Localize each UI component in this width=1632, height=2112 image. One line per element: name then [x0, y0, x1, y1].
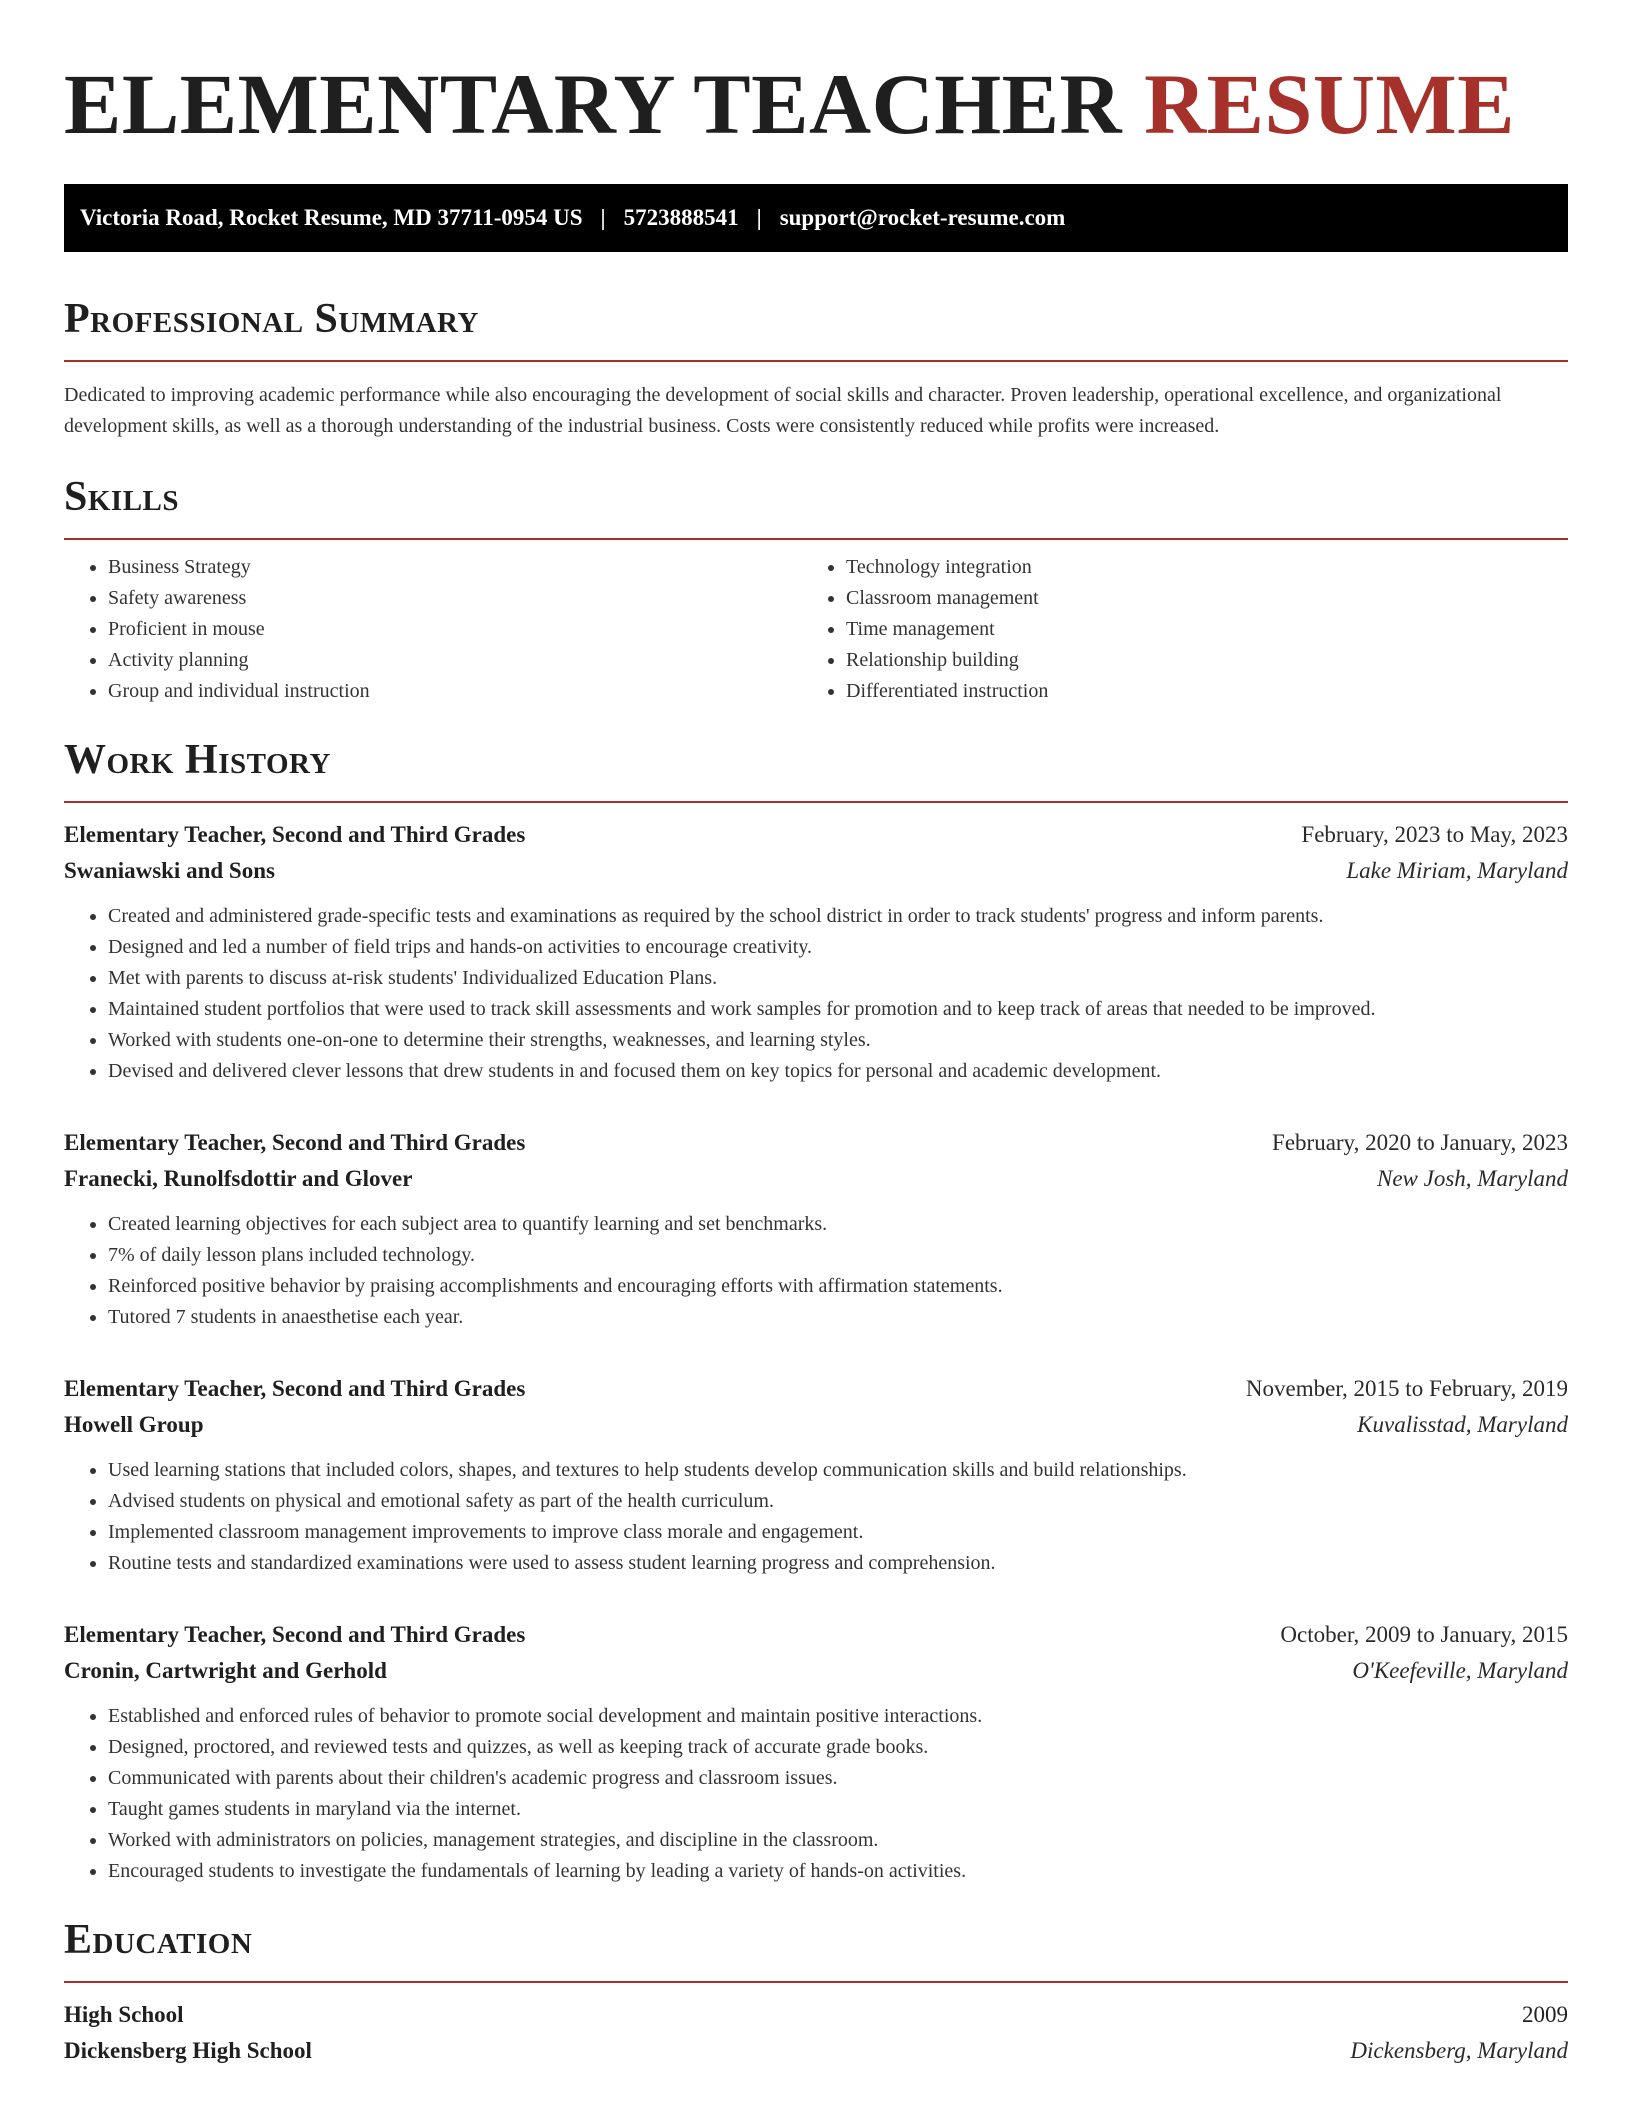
job-bullet: • Advised students on physical and emotional safety as part of the health curriculum.	[108, 1486, 1568, 1517]
skill-item: • Proficient in mouse	[108, 614, 816, 645]
job-bullet: • Created and administered grade-specific tests and examinations as required by the school district in order to track students' progress and inform parents.	[108, 901, 1568, 932]
job-title: Elementary Teacher, Second and Third Grades	[64, 1376, 526, 1401]
job-entry	[64, 1125, 1568, 1333]
job-dates: October, 2009 to January, 2015	[1280, 1622, 1568, 1647]
job-dates: February, 2023 to May, 2023	[1301, 822, 1568, 847]
job-subheader	[64, 1161, 1568, 1197]
contact-separator: |	[600, 205, 606, 230]
contact-address: Victoria Road, Rocket Resume, MD 37711-0954 US	[80, 205, 583, 230]
job-bullet: • Designed and led a number of field trips and hands-on activities to encourage creativity.	[108, 932, 1568, 963]
skill-item: • Business Strategy	[108, 552, 816, 583]
job-location: Kuvalisstad, Maryland	[1357, 1412, 1568, 1437]
skill-item: • Differentiated instruction	[846, 676, 1568, 707]
skill-item: • Safety awareness	[108, 583, 816, 614]
job-bullet: • Used learning stations that included colors, shapes, and textures to help students develop communication skills and build relationships.	[108, 1455, 1568, 1486]
job-title: Elementary Teacher, Second and Third Grades	[64, 822, 526, 847]
job-title: Elementary Teacher, Second and Third Grades	[64, 1622, 526, 1647]
education-year: 2009	[1522, 2002, 1568, 2027]
education-school: Dickensberg High School	[64, 2038, 312, 2063]
job-header	[64, 1371, 1568, 1407]
job-bullet: • Encouraged students to investigate the fundamentals of learning by leading a variety of hands-on activities.	[108, 1856, 1568, 1887]
job-bullet: • Maintained student portfolios that were used to track skill assessments and work samples for promotion and to keep track of areas that needed to be improved.	[108, 994, 1568, 1025]
job-header	[64, 1617, 1568, 1653]
job-company: Howell Group	[64, 1412, 204, 1437]
section-divider	[64, 801, 1568, 803]
contact-email: support@rocket-resume.com	[779, 205, 1066, 230]
education-location: Dickensberg, Maryland	[1350, 2038, 1568, 2063]
job-bullets	[64, 901, 1568, 1087]
job-header	[64, 1125, 1568, 1161]
job-dates: February, 2020 to January, 2023	[1272, 1130, 1568, 1155]
skill-item: • Classroom management	[846, 583, 1568, 614]
job-bullet: • Taught games students in maryland via the internet.	[108, 1794, 1568, 1825]
skills-column-left	[64, 552, 816, 707]
skill-item: • Relationship building	[846, 645, 1568, 676]
contact-separator: |	[756, 205, 762, 230]
education-section	[64, 1915, 1568, 2069]
job-bullet: • Worked with students one-on-one to determine their strengths, weaknesses, and learning styles.	[108, 1025, 1568, 1056]
job-bullet: • Tutored 7 students in anaesthetise each year.	[108, 1302, 1568, 1333]
work-history-section	[64, 735, 1568, 1887]
contact-phone: 5723888541	[623, 205, 739, 230]
job-bullet: • Created learning objectives for each subject area to quantify learning and set benchmarks.	[108, 1209, 1568, 1240]
job-dates: November, 2015 to February, 2019	[1245, 1376, 1568, 1401]
skill-item: • Time management	[846, 614, 1568, 645]
skill-item: • Technology integration	[846, 552, 1568, 583]
education-degree: High School	[64, 2002, 184, 2027]
job-location: Lake Miriam, Maryland	[1346, 858, 1568, 883]
job-location: O'Keefeville, Maryland	[1352, 1658, 1568, 1683]
education-heading: Education	[64, 1917, 253, 1963]
job-bullet: • Worked with administrators on policies, management strategies, and discipline in the classroom.	[108, 1825, 1568, 1856]
resume-title	[64, 52, 1568, 156]
summary-heading: Professional Summary	[64, 296, 479, 342]
education-header	[64, 1997, 1568, 2033]
skills-section	[64, 472, 1568, 707]
skills-heading: Skills	[64, 474, 180, 520]
title-accent: RESUME	[1144, 56, 1515, 152]
section-divider	[64, 360, 1568, 362]
job-bullet: • Devised and delivered clever lessons that drew students in and focused them on key topics for personal and academic development.	[108, 1056, 1568, 1087]
job-bullet: • Established and enforced rules of behavior to promote social development and maintain positive interactions.	[108, 1701, 1568, 1732]
section-divider	[64, 1981, 1568, 1983]
skill-item: • Group and individual instruction	[108, 676, 816, 707]
job-bullet: • Implemented classroom management improvements to improve class morale and engagement.	[108, 1517, 1568, 1548]
job-bullets	[64, 1455, 1568, 1579]
summary-section	[64, 294, 1568, 442]
job-bullets	[64, 1701, 1568, 1887]
job-header	[64, 817, 1568, 853]
skill-item: • Activity planning	[108, 645, 816, 676]
job-company: Swaniawski and Sons	[64, 858, 275, 883]
education-subheader	[64, 2033, 1568, 2069]
job-entry	[64, 1617, 1568, 1887]
job-bullet: • Met with parents to discuss at-risk students' Individualized Education Plans.	[108, 963, 1568, 994]
job-bullet: • Communicated with parents about their children's academic progress and classroom issues.	[108, 1763, 1568, 1794]
summary-text: Dedicated to improving academic performance while also encouraging the development of social skills and character. Proven leadership, operational excellence, and organizational development skills, as well as a thorough understanding of the industrial business. Costs were consistently reduced while profits were increased.	[64, 384, 1502, 437]
job-subheader	[64, 1653, 1568, 1689]
title-main: ELEMENTARY TEACHER	[64, 56, 1123, 152]
job-bullet: • Designed, proctored, and reviewed tests and quizzes, as well as keeping track of accurate grade books.	[108, 1732, 1568, 1763]
work-history-heading: Work History	[64, 737, 331, 783]
job-location: New Josh, Maryland	[1376, 1166, 1568, 1191]
job-title: Elementary Teacher, Second and Third Grades	[64, 1130, 526, 1155]
skills-list	[64, 552, 1568, 707]
job-company: Cronin, Cartwright and Gerhold	[64, 1658, 387, 1683]
section-divider	[64, 538, 1568, 540]
job-bullet: • Routine tests and standardized examinations were used to assess student learning progress and comprehension.	[108, 1548, 1568, 1579]
job-entry	[64, 817, 1568, 1087]
job-bullet: • 7% of daily lesson plans included technology.	[108, 1240, 1568, 1271]
job-company: Franecki, Runolfsdottir and Glover	[64, 1166, 413, 1191]
contact-bar	[64, 184, 1568, 252]
job-bullets	[64, 1209, 1568, 1333]
job-subheader	[64, 1407, 1568, 1443]
skills-column-right	[816, 552, 1568, 707]
job-subheader	[64, 853, 1568, 889]
job-entry	[64, 1371, 1568, 1579]
job-bullet: • Reinforced positive behavior by praising accomplishments and encouraging efforts with affirmation statements.	[108, 1271, 1568, 1302]
